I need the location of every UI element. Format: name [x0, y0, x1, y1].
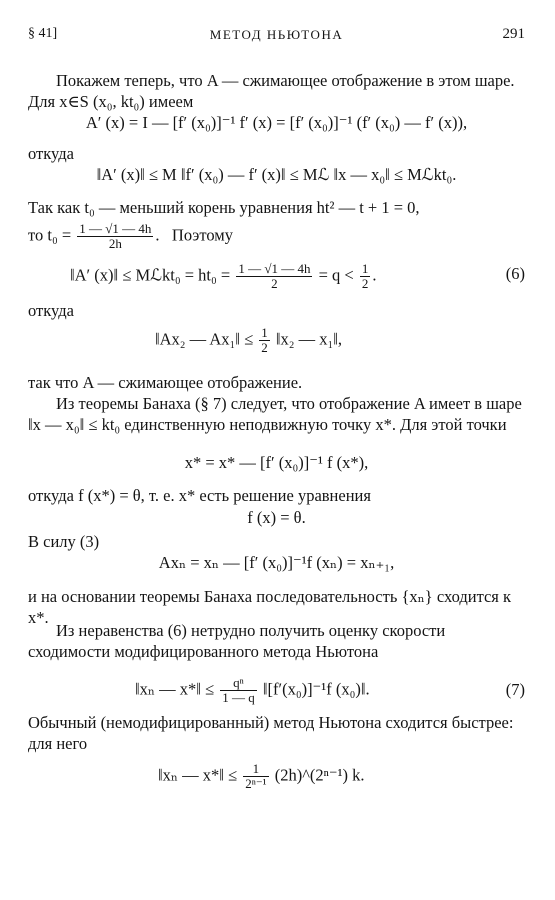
eq3-denominator: 2 [271, 276, 278, 291]
equation-norm-bound: ‖A′ (x)‖ ≤ M ‖f′ (x₀) — f′ (x)‖ ≤ Mℒ ‖x — x₀‖ ≤ Mℒkt₀. [96, 165, 457, 184]
eq8-right: ‖[f′(x₀)]⁻¹f (x₀)‖. [262, 679, 370, 699]
paragraph-8: Из неравенства (6) нетрудно получить оценку скорости сходимости модифицированного метода Ньютона [28, 621, 446, 661]
eq9-numerator: 1 [243, 762, 268, 777]
section-number: § 41] [28, 26, 58, 41]
eq3-half-numerator: 1 [361, 261, 369, 276]
t0-label: то t₀ = [28, 225, 72, 245]
paragraph-9: Обычный (немодифицированный) метод Ньютона сходится быстрее: для него [28, 713, 514, 753]
paragraph-6: В силу (3) [28, 532, 100, 551]
eq4-numerator: 1 [261, 325, 268, 340]
eq8-left: ‖xₙ — x*‖ ≤ [135, 679, 215, 699]
equation-ax-diff [155, 326, 525, 355]
eq8-fraction [220, 676, 257, 705]
paragraph-5: откуда f (x*) = θ, т. е. x* есть решение уравнения [28, 486, 371, 505]
eq3-numerator: 1 — √1 — 4h [238, 261, 311, 276]
eq3-right: = q < [318, 265, 354, 285]
equation-newton-rate [158, 762, 525, 791]
equation-fixed-point: x* = x* — [f′ (x₀)]⁻¹ f (x*), [184, 453, 369, 472]
paragraph-2-line-2: то t₀ = $\frac{1 — √1 — 4h}{2h}$ . Поэтому [28, 221, 233, 251]
page-number: 291 [502, 26, 525, 42]
eq3-half-denominator: 2 [361, 276, 369, 291]
t0-fraction-numerator: 1 — √1 — 4h [79, 221, 152, 236]
equation-tag-6: (6) [505, 264, 525, 283]
eq9-right: (2h)^(2ⁿ⁻¹) k. [274, 765, 365, 785]
eq9-denominator: 2ⁿ⁻¹ [245, 776, 267, 791]
t0-fraction-denominator: 2h [108, 236, 122, 251]
eq8-numerator: qⁿ [220, 676, 257, 691]
eq4-right: ‖x₂ — x₁‖, [275, 329, 343, 349]
eq8-denominator: 1 — q [222, 690, 255, 705]
word-otkuda-1: откуда [28, 144, 74, 163]
equation-f-theta: f (x) = θ. [247, 508, 306, 527]
equation-a-prime: A′ (x) = I — [f′ (x₀)]⁻¹ f′ (x) = [f′ (x₀)]⁻¹ (f′ (x₀) — f′ (x)), [85, 113, 468, 132]
word-poetomu: Поэтому [171, 225, 233, 245]
word-otkuda-2: откуда [28, 301, 74, 320]
paragraph-4: Из теоремы Банаха (§ 7) следует, что отображение A имеет в шаре ‖x — x₀‖ ≤ kt₀ единственную неподвижную точку x*. Для этой точки [28, 394, 522, 434]
running-title: МЕТОД НЬЮТОНА [209, 27, 344, 42]
equation-convergence-estimate [135, 676, 525, 705]
eq9-fraction [243, 762, 268, 791]
equation-iteration: Axₙ = xₙ — [f′ (x₀)]⁻¹f (xₙ) = xₙ₊₁, [158, 553, 395, 572]
eq4-denominator: 2 [261, 340, 268, 355]
eq9-left: ‖xₙ — x*‖ ≤ [158, 765, 238, 785]
paragraph-2-line-1: Так как t₀ — меньший корень уравнения ht² — t + 1 = 0, [28, 198, 420, 217]
paragraph-7: и на основании теоремы Банаха последовательность {xₙ} сходится к x*. [28, 587, 512, 627]
t0-fraction [77, 222, 153, 251]
paragraph-3: так что A — сжимающее отображение. [28, 373, 303, 392]
eq3-half [360, 262, 371, 291]
equation-contraction: ‖A′ (x)‖ ≤ Mℒkt₀ = ht₀ = $\frac{1 — √1 — 4h}{2}$ = q < $\frac{1}{2}$ . [70, 261, 377, 291]
eq3-fraction [236, 262, 312, 291]
paragraph-1: Покажем теперь, что A — сжимающее отображение в этом шаре. Для x∈S (x₀, kt₀) имеем [28, 71, 515, 111]
running-header [28, 26, 525, 46]
eq4-left: ‖Ax₂ — Ax₁‖ ≤ [155, 329, 254, 349]
equation-tag-7: (7) [505, 680, 525, 699]
eq3-left: ‖A′ (x)‖ ≤ Mℒkt₀ = ht₀ = [70, 265, 231, 285]
eq4-half [259, 326, 270, 355]
